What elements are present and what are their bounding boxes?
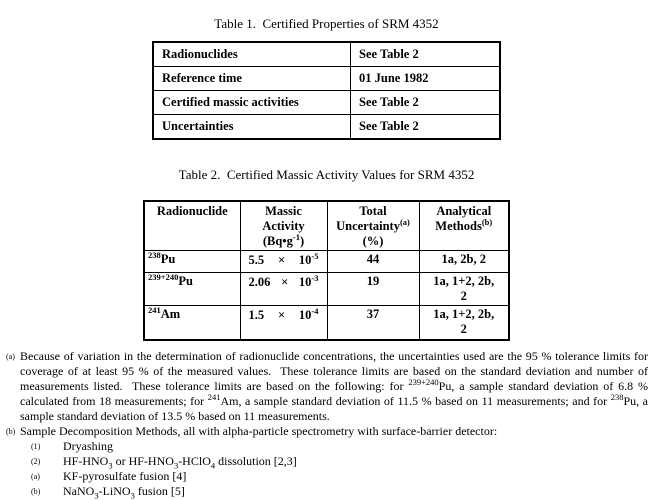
table-1-certified-properties bbox=[152, 41, 501, 140]
massic-activity-cell bbox=[240, 306, 327, 340]
power-of-ten: $10^{-3}$ bbox=[298, 272, 319, 289]
col-header-massic-activity bbox=[240, 201, 327, 251]
table-row bbox=[153, 67, 500, 91]
mass-number: 241 bbox=[207, 391, 221, 402]
decomposition-method-item: (a) KF-pyrosulfate fusion [4] bbox=[31, 468, 187, 483]
decomposition-method-item: (2) $HF-HNO_3$ or $HF-HNO_3-HClO_4$ dissolution [2,3] bbox=[31, 453, 297, 470]
mass-number: 239+240 bbox=[408, 376, 439, 387]
property-label: Reference time bbox=[153, 67, 351, 91]
table-row bbox=[153, 115, 500, 140]
footnote-b-items bbox=[6, 439, 648, 499]
footnote-a: (a) Because of variation in the determination of radionuclide concentrations, the uncertainties used are the 95 % tolerance limits for coverage of at least 95 % of the measured values. These tolerance limits are based on the standard deviation and number of measurements listed. These tolerance limits are based on the following: for $^{239+240}$Pu, a sample standard deviation of 6.8 % calculated from 18 measurements; for $^{241}$Am, a sample standard deviation of 11.5 % based on 11 measurements; and for $^{238}$Pu, a sample standard deviation of 13.5 % based on 11 measurements. bbox=[6, 348, 648, 423]
massic-activity-cell bbox=[240, 251, 327, 273]
chem-subscript: 3 bbox=[130, 489, 135, 500]
footnote-ref-b: (b) bbox=[481, 216, 493, 227]
multiply-sign: × bbox=[277, 308, 286, 322]
property-value: See Table 2 bbox=[351, 91, 501, 115]
mass-number: 238 bbox=[610, 391, 624, 402]
header-label: Methods$^{(b)}$ bbox=[435, 216, 493, 233]
methods-cell: 1a, 1+2, 2b, 2 bbox=[419, 273, 509, 306]
property-value: See Table 2 bbox=[351, 115, 501, 140]
chem-subscript: 3 bbox=[94, 489, 99, 500]
item-marker: (2) bbox=[31, 456, 41, 466]
item-marker: (a) bbox=[31, 471, 40, 481]
coefficient: 2.06 bbox=[248, 275, 271, 289]
table-row bbox=[153, 91, 500, 115]
header-label: Uncertainty$^{(a)}$ bbox=[336, 216, 410, 233]
item-marker: (1) bbox=[31, 441, 41, 451]
methods-cell: 1a, 1+2, 2b, 2 bbox=[419, 306, 509, 340]
mass-number: 241 bbox=[148, 304, 161, 315]
property-label: Radionuclides bbox=[153, 42, 351, 67]
uncertainty-cell: 44 bbox=[327, 251, 419, 273]
footnote-b: (b) Sample Decomposition Methods, all with alpha-particle spectrometry with surface-barrier detector: bbox=[6, 423, 498, 438]
header-label: Analytical bbox=[436, 204, 492, 218]
footnote-ref-a: (a) bbox=[399, 216, 410, 227]
col-header-total-uncertainty bbox=[327, 201, 419, 251]
decomposition-method-item: (1) Dryashing bbox=[31, 438, 113, 453]
exponent: -4 bbox=[311, 305, 319, 316]
col-header-analytical-methods bbox=[419, 201, 509, 251]
methods-cell: 1a, 2b, 2 bbox=[419, 251, 509, 273]
table-2-title: Table 2. Certified Massic Activity Values for SRM 4352 bbox=[178, 167, 475, 182]
massic-activity-cell bbox=[240, 273, 327, 306]
mass-number: 238 bbox=[148, 249, 161, 260]
coefficient: 5.5 bbox=[248, 253, 265, 267]
footnotes-section bbox=[6, 349, 648, 499]
table-row-pu239-240 bbox=[144, 273, 509, 306]
header-unit: (%) bbox=[362, 234, 384, 248]
property-value: See Table 2 bbox=[351, 42, 501, 67]
col-header-radionuclide bbox=[144, 201, 240, 251]
exponent: -5 bbox=[311, 250, 319, 261]
header-label: Massic bbox=[265, 204, 302, 218]
element-symbol: Am bbox=[160, 307, 181, 321]
table-2-massic-activity-values bbox=[143, 200, 510, 341]
radionuclide-cell bbox=[144, 251, 240, 273]
footnote-b-marker: (b) bbox=[6, 426, 16, 436]
property-value: 01 June 1982 bbox=[351, 67, 501, 91]
header-label: Total bbox=[359, 204, 387, 218]
table-1-title: Table 1. Certified Properties of SRM 4352 bbox=[214, 16, 439, 31]
chem-subscript: 3 bbox=[173, 459, 179, 470]
header-unit: $(Bq•g^{-1})$ bbox=[262, 231, 305, 248]
table-row-pu238 bbox=[144, 251, 509, 273]
uncertainty-cell: 37 bbox=[327, 306, 419, 340]
exponent: -3 bbox=[311, 272, 319, 283]
multiply-sign: × bbox=[277, 253, 286, 267]
element-symbol: Pu bbox=[178, 274, 193, 288]
coefficient: 1.5 bbox=[248, 308, 265, 322]
radionuclide-cell bbox=[144, 273, 240, 306]
element-symbol: Pu bbox=[160, 252, 176, 266]
item-marker: (b) bbox=[31, 486, 41, 496]
table-header-row bbox=[144, 201, 509, 251]
uncertainty-cell: 19 bbox=[327, 273, 419, 306]
property-label: Certified massic activities bbox=[153, 91, 351, 115]
power-of-ten: $10^{-5}$ bbox=[298, 250, 319, 267]
multiply-sign: × bbox=[281, 275, 289, 289]
mass-number: 239+240 bbox=[148, 271, 179, 282]
chem-subscript: 3 bbox=[108, 459, 113, 470]
header-label: Radionuclide bbox=[156, 204, 228, 218]
footnote-a-marker: (a) bbox=[6, 351, 15, 361]
radionuclide-cell bbox=[144, 306, 240, 340]
table-row bbox=[153, 42, 500, 67]
power-of-ten: $10^{-4}$ bbox=[298, 305, 319, 322]
unit-exponent: -1 bbox=[292, 231, 300, 242]
header-label: Activity bbox=[262, 219, 305, 233]
decomposition-method-item: (b) NaNO$_3$-LiNO$_3$ fusion [5] bbox=[31, 483, 185, 500]
property-label: Uncertainties bbox=[153, 115, 351, 140]
chem-subscript: 4 bbox=[210, 459, 216, 470]
table-row-am241 bbox=[144, 306, 509, 340]
